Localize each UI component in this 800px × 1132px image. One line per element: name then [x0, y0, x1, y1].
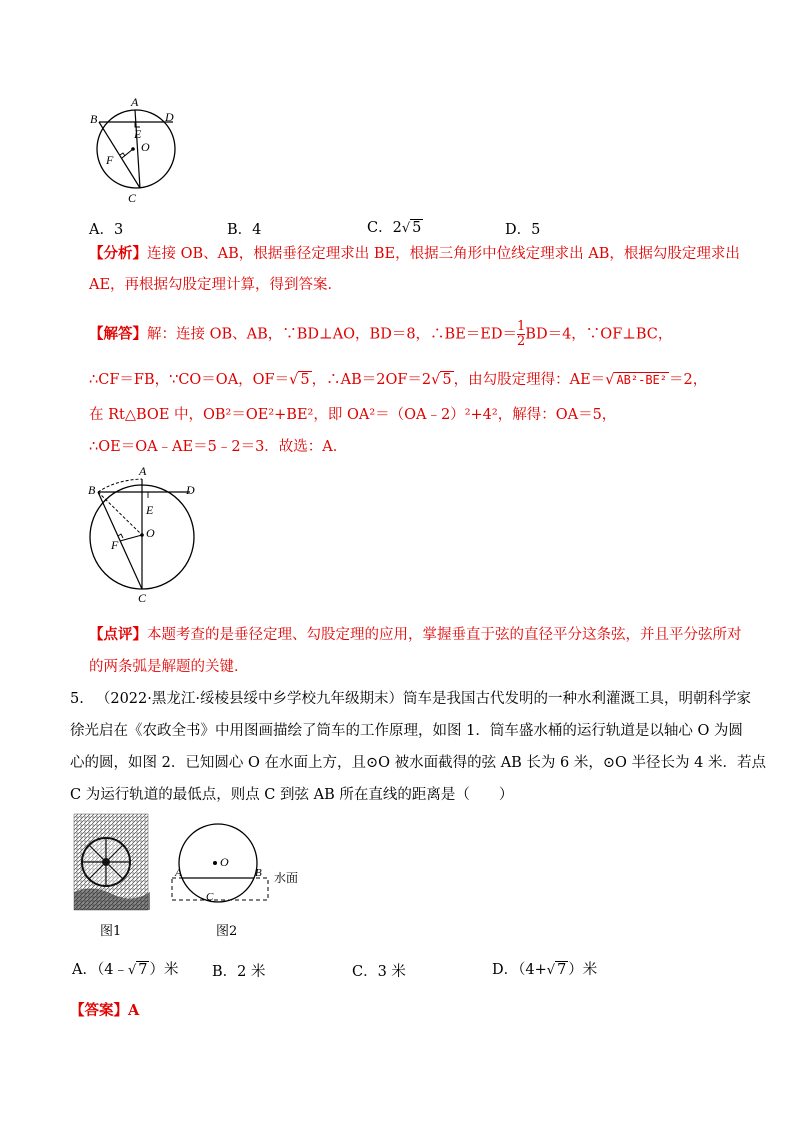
comment-line-1: 【点评】本题考查的是垂径定理、勾股定理的应用，掌握垂直于弦的直径平分这条弦，并且平分弦所对	[89, 626, 742, 643]
q4-option-a: A．3	[89, 222, 124, 238]
fig2-label-o: O	[146, 526, 155, 540]
q4-option-c-radicand: 5	[412, 220, 422, 236]
q5-fig2-label-o: O	[220, 855, 229, 869]
q4-option-c: C．2√ 5	[367, 220, 422, 236]
solution-line-2: ∴CF＝FB，∵CO＝OA，OF＝√ 5 ，∴AB＝2OF＝2√ 5 ，由勾股定理得：AE＝√ AB²-BE² ＝2，	[89, 372, 708, 388]
solution-line-1: 【解答】解：连接 OB、AB，∵BD⊥AO，BD＝8，∴BE＝ED＝ $\frac{1}{2}$ BD＝4，∵OF⊥BC，	[89, 319, 673, 349]
q5-line-3: 心的圆，如图 2．已知圆心 O 在水面上方，且⊙O 被水面截得的弦 AB 长为 6 米，⊙O 半径长为 4 米．若点	[70, 755, 766, 771]
analysis-line-2: AE，再根据勾股定理计算，得到答案．	[89, 277, 343, 293]
water-wheel-illustration	[72, 812, 150, 912]
q5-number: 5.	[70, 691, 84, 707]
fig1-label-c: C	[128, 191, 137, 204]
q4-figure-circle	[86, 92, 196, 204]
q5-option-c: C．3 米	[352, 964, 406, 980]
q5-line-2: 徐光启在《农政全书》中用图画描绘了筒车的工作原理，如图 1．筒车盛水桶的运行轨道是以轴心 O 为圆	[70, 723, 743, 739]
q5-fig2-label-a: A	[175, 867, 182, 879]
fig1-label-b: B	[90, 112, 98, 126]
q5-figure2-caption: 图2	[216, 924, 238, 939]
analysis-tag: 【分析】	[89, 245, 147, 262]
q5-fig2-label-b: B	[255, 867, 262, 879]
fig2-label-e: E	[146, 503, 154, 517]
fig2-label-d: D	[186, 483, 195, 497]
q5-fig2-label-water: 水面	[274, 871, 299, 885]
comment-tag: 【点评】	[89, 626, 147, 643]
q5-line-4: C 为运行轨道的最低点，则点 C 到弦 AB 所在直线的距离是（ ）	[70, 787, 514, 803]
fig2-label-f: F	[111, 538, 119, 552]
q4-option-b: B．4	[227, 222, 262, 238]
solution-line-3: 在 Rt△BOE 中，OB²＝OE²+BE²，即 OA²＝（OA﹣2）²+4²，解得：OA＝5，	[89, 407, 617, 423]
analysis-line-1: 【分析】连接 OB、AB，根据垂径定理求出 BE，根据三角形中位线定理求出 AB，根据勾股定理求出	[89, 245, 740, 262]
q4-solution-figure-circle	[86, 462, 211, 604]
fig2-label-a: A	[139, 464, 147, 478]
comment-line-2: 的两条弧是解题的关键．	[89, 659, 249, 675]
fig2-label-b: B	[88, 483, 96, 497]
q5-answer: 【答案】A	[70, 1002, 140, 1019]
fig1-label-d: D	[165, 110, 174, 124]
q5-line-1: 5. （2022·黑龙江·绥棱县绥中乡学校九年级期末）筒车是我国古代发明的一种水利灌溉工具，明朝科学家	[70, 691, 751, 707]
q5-figure-circle-water	[168, 820, 318, 912]
q5-fig2-label-c: C	[206, 891, 214, 903]
solution-line-4: ∴OE＝OA﹣AE＝5﹣2＝3．故选：A．	[89, 439, 348, 455]
fraction-one-half: $\frac{1}{2}$	[517, 319, 526, 349]
q5-option-d: D．（4+√ 7 ）米	[492, 962, 598, 978]
fig1-label-a: A	[131, 95, 139, 109]
q5-option-a: A．（4﹣√ 7 ）米	[72, 962, 179, 978]
fig1-label-o: O	[141, 140, 150, 154]
fig2-label-c: C	[138, 591, 147, 604]
q5-option-b: B．2 米	[212, 964, 266, 980]
solution-tag: 【解答】	[89, 325, 147, 343]
q5-figure1-caption: 图1	[100, 924, 122, 939]
fig1-label-f: F	[106, 153, 114, 167]
q4-option-d: D．5	[505, 222, 541, 238]
fig1-label-e: E	[134, 127, 142, 141]
